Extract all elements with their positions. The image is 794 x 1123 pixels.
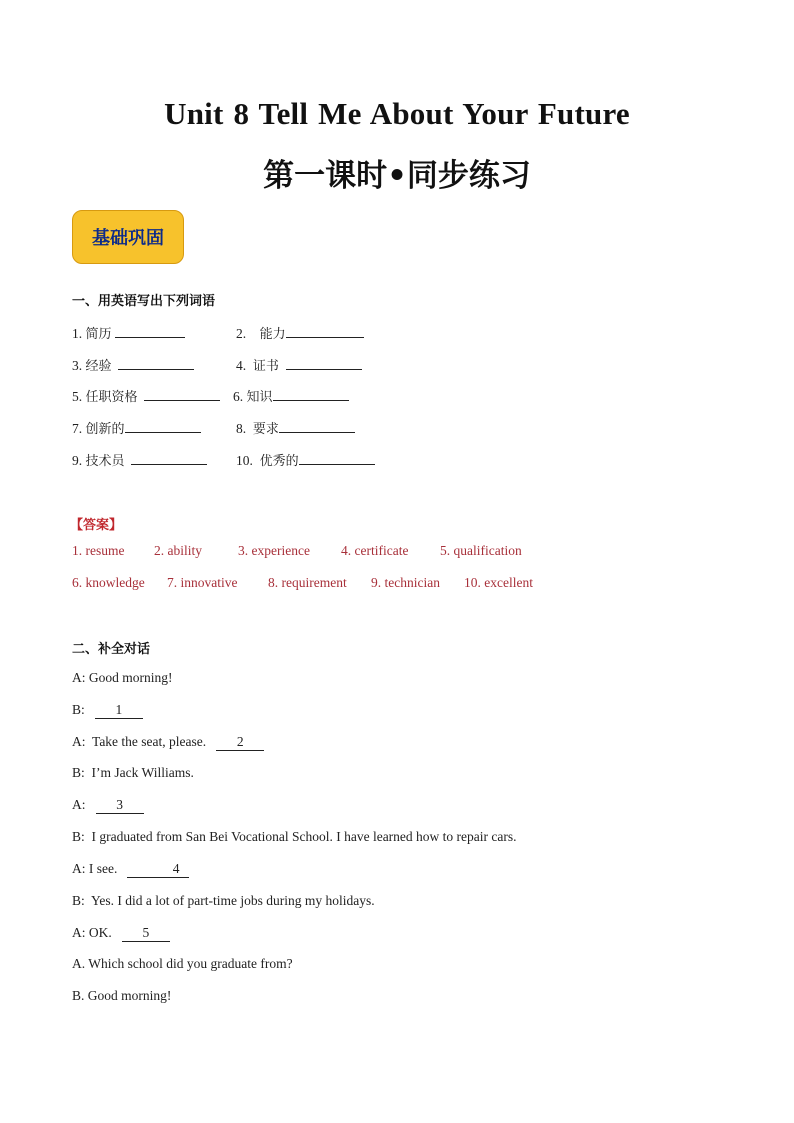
item-word: 知识	[246, 390, 273, 405]
answer-8: 8. requirement	[268, 575, 347, 590]
dialogue-blank-1[interactable]: 1	[95, 702, 143, 719]
dialogue-line-7	[72, 861, 189, 878]
answer-blank[interactable]	[286, 323, 364, 338]
item-word: 能力	[259, 327, 286, 342]
dialogue-line-5	[72, 797, 144, 814]
speaker: A:	[72, 734, 86, 749]
answer-blank[interactable]	[299, 450, 375, 465]
dialogue-line-4	[72, 765, 194, 781]
option-b: B. Good morning!	[72, 988, 172, 1003]
lesson-title: 第一课时•同步练习	[263, 158, 531, 194]
answer-blank[interactable]	[279, 418, 355, 433]
dialogue-text: I graduated from San Bei Vocational School. I have learned how to repair cars.	[91, 829, 517, 844]
dialogue-text: I’m Jack Williams.	[91, 765, 194, 780]
answer-10: 10. excellent	[464, 575, 533, 590]
dialogue-line-8	[72, 893, 375, 909]
item-word: 要求	[252, 422, 279, 437]
vocab-item-10	[236, 450, 375, 469]
item-word: 简历	[85, 327, 112, 342]
item-word: 经验	[85, 359, 112, 374]
speaker: A:	[72, 670, 86, 685]
section2-heading: 二、补全对话	[72, 642, 151, 657]
dialogue-blank-3[interactable]: 3	[96, 797, 144, 814]
answer-blank[interactable]	[118, 355, 194, 370]
answer-6: 6. knowledge	[72, 575, 145, 590]
item-word: 证书	[252, 359, 279, 374]
dialogue-text: OK.	[88, 925, 112, 940]
item-word: 任职资格	[85, 390, 138, 405]
item-word: 技术员	[85, 454, 125, 469]
dialogue-blank-5[interactable]: 5	[122, 925, 170, 942]
item-number: 4.	[236, 358, 247, 373]
speaker: B:	[72, 765, 85, 780]
section1-heading: 一、用英语写出下列词语	[72, 294, 216, 309]
dialogue-line-9	[72, 925, 170, 942]
answer-blank[interactable]	[115, 323, 185, 338]
vocab-item-8	[236, 418, 355, 437]
dialogue-text: Take the seat, please.	[92, 734, 207, 749]
speaker: B:	[72, 893, 85, 908]
speaker: A:	[72, 861, 86, 876]
item-number: 2.	[236, 326, 247, 341]
item-number: 3.	[72, 358, 83, 373]
speaker: B:	[72, 702, 85, 717]
speaker: A:	[72, 797, 86, 812]
vocab-item-7	[72, 418, 201, 437]
answer-blank[interactable]	[131, 450, 207, 465]
item-word: 创新的	[85, 422, 125, 437]
speaker: B:	[72, 829, 85, 844]
vocab-item-1	[72, 323, 185, 342]
vocab-item-2	[236, 323, 364, 342]
dialogue-blank-4[interactable]: 4	[127, 861, 189, 878]
dialogue-line-2	[72, 702, 143, 719]
dialogue-text: Good morning!	[88, 670, 173, 685]
answer-2: 2. ability	[154, 543, 202, 558]
answer-label: 【答案】	[70, 518, 123, 533]
vocab-item-4	[236, 355, 362, 374]
dialogue-text: I see.	[88, 861, 118, 876]
vocab-item-3	[72, 355, 194, 374]
dialogue-line-1	[72, 670, 173, 686]
answer-1: 1. resume	[72, 543, 125, 558]
item-number: 8.	[236, 421, 247, 436]
answer-9: 9. technician	[371, 575, 440, 590]
item-number: 6.	[233, 389, 244, 404]
vocab-item-9	[72, 450, 207, 469]
answer-blank[interactable]	[144, 386, 220, 401]
dialogue-blank-2[interactable]: 2	[216, 734, 264, 751]
answer-blank[interactable]	[273, 386, 349, 401]
option-a: A. Which school did you graduate from?	[72, 956, 293, 971]
dialogue-text: Yes. I did a lot of part-time jobs during my holidays.	[91, 893, 375, 908]
item-number: 1.	[72, 326, 83, 341]
item-word: 优秀的	[259, 454, 299, 469]
vocab-item-5	[72, 386, 220, 405]
dialogue-line-6	[72, 829, 517, 845]
item-number: 7.	[72, 421, 83, 436]
answer-7: 7. innovative	[167, 575, 238, 590]
answer-4: 4. certificate	[341, 543, 409, 558]
item-number: 5.	[72, 389, 83, 404]
vocab-item-6	[233, 386, 349, 405]
speaker: A:	[72, 925, 86, 940]
unit-title: Unit 8 Tell Me About Your Future	[164, 96, 630, 131]
answer-5: 5. qualification	[440, 543, 522, 558]
dialogue-line-3	[72, 734, 264, 751]
answer-blank[interactable]	[125, 418, 201, 433]
answer-3: 3. experience	[238, 543, 310, 558]
section-badge: 基础巩固	[72, 210, 184, 264]
answer-blank[interactable]	[286, 355, 362, 370]
item-number: 10.	[236, 453, 253, 468]
item-number: 9.	[72, 453, 83, 468]
